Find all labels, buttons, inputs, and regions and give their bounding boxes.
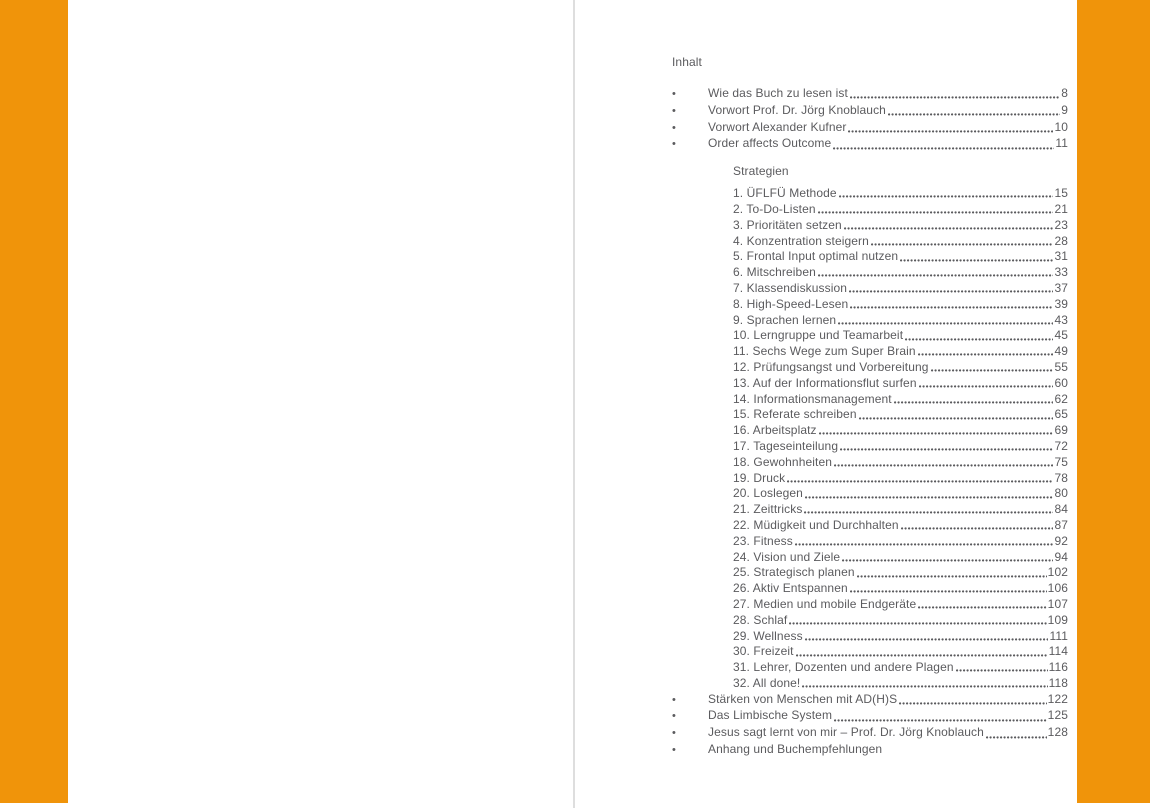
dot-leader [842,559,1053,562]
toc-entry-page-number: 125 [1047,708,1068,723]
dot-leader [894,401,1054,404]
bullet-icon: • [672,710,676,723]
toc-entry-page-number: 102 [1047,565,1068,580]
toc-heading: Inhalt [672,55,702,69]
bullet-icon: • [672,104,676,117]
toc-entry-label: 19. Druck [733,470,786,485]
toc-entry [733,344,1068,360]
toc-entry-page-number: 75 [1054,454,1068,469]
toc-entry-label: 3. Prioritäten setzen [733,217,842,232]
dot-leader [839,195,1054,198]
toc-entry-label: 27. Medien und mobile Endgeräte [733,596,917,611]
dot-leader [802,685,1047,688]
dot-leader [850,306,1053,309]
toc-entry [733,613,1068,629]
toc-entry-label: 7. Klassendiskussion [733,280,848,295]
toc-entry-page-number: 21 [1054,201,1068,216]
toc-entry-page-number: 31 [1054,249,1068,264]
toc-entry [733,313,1068,329]
toc-entry-label: 20. Loslegen [733,486,803,501]
toc-entry-page-number: 87 [1054,517,1068,532]
dot-leader [805,496,1054,499]
toc-entry-label: 6. Mitschreiben [733,265,816,280]
toc-entry-page-number: 11 [1055,136,1068,151]
toc-entry [733,597,1068,613]
dot-leader [905,338,1053,341]
toc-entry [733,392,1068,408]
toc-entry-label: Vorwort Alexander Kufner [708,119,847,134]
bullet-icon: • [672,693,676,706]
toc-entry-page-number: 49 [1054,344,1068,359]
toc-entry [733,265,1068,281]
toc-entry-label: Das Limbische System [708,708,833,723]
toc-entry [733,423,1068,439]
toc-entry-label: 28. Schlaf [733,612,788,627]
toc-entry [733,502,1068,518]
toc-entry-label: 17. Tageseinteilung [733,438,839,453]
toc-entry [672,86,1068,103]
toc-entry [672,120,1068,137]
toc-top-list [672,86,1068,153]
toc-entry-label: 16. Arbeitsplatz [733,423,817,438]
toc-entry-page-number: 23 [1054,217,1068,232]
dot-leader [918,353,1054,356]
toc-entry [733,249,1068,265]
toc-entry-label: 8. High-Speed-Lesen [733,296,849,311]
toc-entry [733,234,1068,250]
toc-entry-page-number: 37 [1054,280,1068,295]
toc-entry-page-number: 118 [1048,675,1068,690]
right-page [575,0,1077,803]
toc-entry [733,676,1068,692]
bullet-icon: • [672,138,676,151]
toc-entry-page-number: 60 [1054,375,1068,390]
toc-entry [733,281,1068,297]
toc-entry [733,486,1068,502]
toc-entry [733,218,1068,234]
dot-leader [805,638,1049,641]
toc-entry-page-number: 28 [1054,233,1068,248]
bullet-icon: • [672,88,676,100]
toc-entry-page-number: 111 [1049,628,1068,643]
toc-entry [733,660,1068,676]
dot-leader [795,543,1054,546]
toc-entry-page-number: 43 [1054,312,1068,327]
bullet-icon: • [672,121,676,134]
toc-entry-page-number: 15 [1054,186,1068,201]
toc-entry-page-number: 106 [1047,581,1068,596]
dot-leader [850,96,1060,99]
dot-leader [956,669,1048,672]
dot-leader [848,130,1053,133]
dot-leader [844,227,1054,230]
toc-entry-label: 30. Freizeit [733,644,794,659]
dot-leader [834,464,1053,467]
toc-entry [672,725,1068,742]
dot-leader [818,274,1054,277]
toc-entry-page-number: 116 [1048,660,1068,675]
left-cover-bar [0,0,68,803]
toc-entry-label: 13. Auf der Informationsflut surfen [733,375,917,390]
toc-entry-label: 9. Sprachen lernen [733,312,837,327]
toc-entry-label: Anhang und Buchempfehlungen [708,742,883,757]
bullet-icon: • [672,744,676,757]
dot-leader [888,113,1060,116]
toc-entry [733,455,1068,471]
toc-entry-label: 12. Prüfungsangst und Vorbereitung [733,359,929,374]
toc-entry-label: 21. Zeittricks [733,502,803,517]
toc-entry-label: Vorwort Prof. Dr. Jörg Knoblauch [708,102,886,117]
toc-entry [733,328,1068,344]
toc-entry [733,376,1068,392]
toc-entry-page-number: 128 [1047,725,1068,740]
toc-entry-label: Jesus sagt lernt von mir – Prof. Dr. Jörg Knoblauch [708,725,984,740]
toc-entry-page-number: 45 [1054,328,1068,343]
toc-entry [733,407,1068,423]
toc-entry-label: 11. Sechs Wege zum Super Brain [733,344,916,359]
dot-leader [838,322,1053,325]
dot-leader [849,290,1053,293]
dot-leader [789,622,1046,625]
toc-entry-page-number: 55 [1054,359,1068,374]
toc-entry-label: 25. Strategisch planen [733,565,855,580]
toc-entry-page-number: 80 [1054,486,1068,501]
toc-entry [733,360,1068,376]
toc-entry-page-number: 9 [1061,102,1068,117]
toc-entry-page-number: 122 [1047,691,1068,706]
toc-entry [672,742,1068,759]
toc-entry-label: 4. Konzentration steigern [733,233,869,248]
toc-entry-label: 22. Müdigkeit und Durchhalten [733,517,899,532]
toc-entry-label: 10. Lerngruppe und Teamarbeit [733,328,904,343]
dot-leader [901,527,1054,530]
dot-leader [919,385,1054,388]
toc-entry [733,644,1068,660]
toc-entry-label: 15. Referate schreiben [733,407,857,422]
toc-entry-label: 29. Wellness [733,628,803,643]
toc-entry-page-number: 69 [1054,423,1068,438]
toc-bottom-list [672,692,1068,759]
toc-entry-label: 31. Lehrer, Dozenten und andere Plagen [733,660,954,675]
dot-leader [804,511,1053,514]
left-page-blank [68,0,573,803]
toc-entry [672,708,1068,725]
toc-entry-label: 2. To-Do-Listen [733,201,816,216]
toc-entry-page-number: 72 [1054,438,1068,453]
toc-entry-page-number: 107 [1047,596,1068,611]
toc-entry [733,202,1068,218]
toc-entry-label: 32. All done! [733,675,801,690]
toc-entry [733,439,1068,455]
toc-entry-page-number: 39 [1054,296,1068,311]
dot-leader [834,719,1047,722]
toc-entry-page-number: 114 [1048,644,1068,659]
dot-leader [857,575,1047,578]
dot-leader [796,654,1048,657]
dot-leader [871,243,1054,246]
toc-entry-label: 18. Gewohnheiten [733,454,833,469]
dot-leader [840,448,1053,451]
toc-entry-page-number: 10 [1054,119,1068,134]
toc-entry [733,518,1068,534]
dot-leader [931,369,1054,372]
toc-entry-label: 24. Vision und Ziele [733,549,841,564]
toc-entry-page-number: 84 [1054,502,1068,517]
toc-entry-label: 26. Aktiv Entspannen [733,581,848,596]
dot-leader [833,147,1054,150]
toc-entry-page-number: 65 [1054,407,1068,422]
toc-entry-page-number: 92 [1054,533,1068,548]
toc-entry [672,103,1068,120]
toc-entry [672,692,1068,709]
toc-section-heading: Strategien [733,164,789,179]
toc-entry [733,565,1068,581]
toc-entry [733,534,1068,550]
toc-entry-label: Stärken von Menschen mit AD(H)S [708,691,898,706]
toc-entry [733,629,1068,645]
dot-leader [859,417,1054,420]
toc-entry [672,136,1068,153]
toc-entry [733,186,1068,202]
dot-leader [787,480,1053,483]
toc-entry [733,550,1068,566]
toc-entry-page-number: 78 [1054,470,1068,485]
dot-leader [899,702,1047,705]
dot-leader [850,590,1047,593]
toc-entry [733,581,1068,597]
toc-entry [733,471,1068,487]
dot-leader [918,606,1046,609]
dot-leader [818,211,1054,214]
toc-entry-page-number: 62 [1054,391,1068,406]
toc-entry-label: 23. Fitness [733,533,793,548]
right-cover-bar [1077,0,1150,803]
bullet-icon: • [672,727,676,740]
toc-entry-page-number: 94 [1054,549,1068,564]
toc-strategies-list [733,186,1068,692]
toc-entry-label: 1. ÜFLFÜ Methode [733,186,837,201]
toc-entry-page-number: 109 [1047,612,1068,627]
dot-leader [900,259,1053,262]
toc-entry-label: 5. Frontal Input optimal nutzen [733,249,899,264]
toc-entry-label: Wie das Buch zu lesen ist [708,86,848,100]
toc-entry-page-number: 33 [1054,265,1068,280]
toc-entry-label: 14. Informationsmanagement [733,391,892,406]
dot-leader [986,736,1047,739]
dot-leader [819,432,1054,435]
table-of-contents [672,55,1068,759]
toc-entry [733,297,1068,313]
toc-entry-label: Order affects Outcome [708,136,832,151]
toc-entry-page-number: 8 [1061,86,1068,100]
